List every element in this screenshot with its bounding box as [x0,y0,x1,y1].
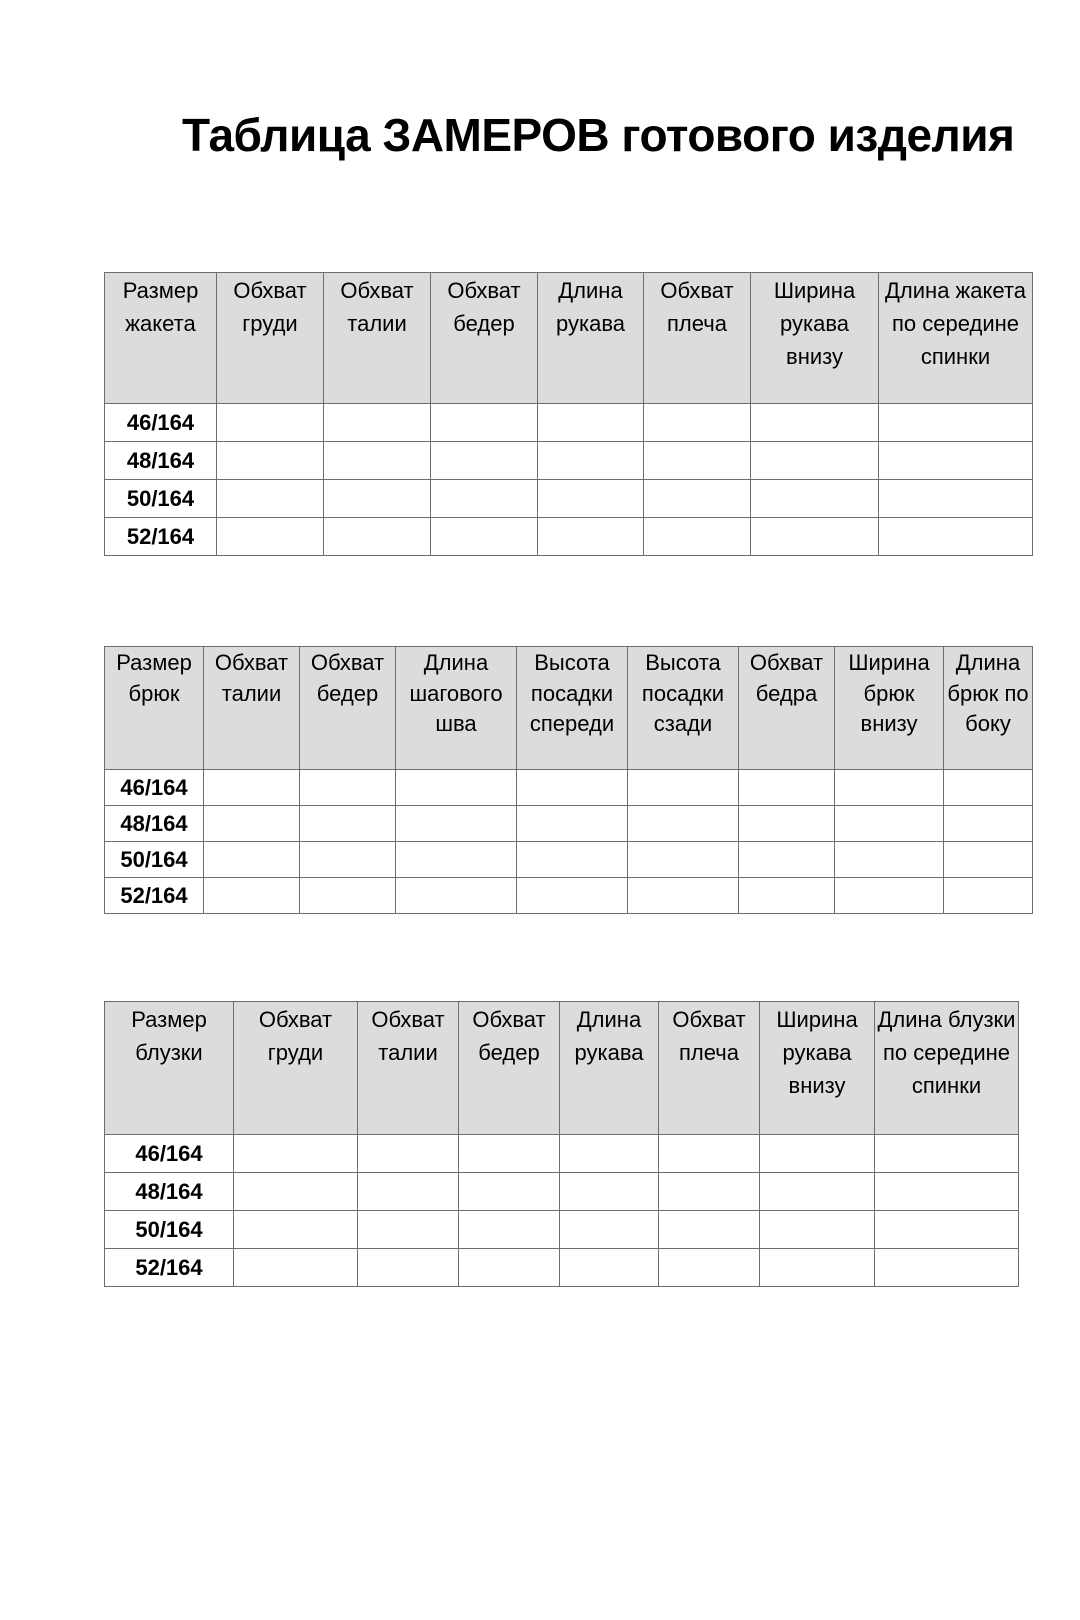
table-row [105,1211,1019,1249]
trousers-measurements-table [104,646,1033,914]
value-cell[interactable] [644,480,751,518]
value-cell[interactable] [459,1249,560,1287]
value-cell[interactable] [560,1135,659,1173]
value-cell[interactable] [538,404,644,442]
header-sleeve-width: Ширина рукава внизу [751,273,879,404]
value-cell[interactable] [234,1249,358,1287]
value-cell[interactable] [358,1211,459,1249]
header-sleeve-length: Длина рукава [538,273,644,404]
value-cell[interactable] [944,770,1033,806]
table-row [105,842,1033,878]
table-row [105,878,1033,914]
value-cell[interactable] [875,1173,1019,1211]
value-cell[interactable] [517,878,628,914]
value-cell[interactable] [560,1249,659,1287]
value-cell[interactable] [760,1135,875,1173]
value-cell[interactable] [835,770,944,806]
value-cell[interactable] [760,1249,875,1287]
value-cell[interactable] [431,518,538,556]
value-cell[interactable] [324,480,431,518]
header-shoulder: Обхват плеча [659,1002,760,1135]
table-row [105,806,1033,842]
table-header-row [105,273,1033,404]
header-waist: Обхват талии [358,1002,459,1135]
value-cell[interactable] [628,806,739,842]
header-thigh: Обхват бедра [739,647,835,770]
header-front-rise: Высота посадки спереди [517,647,628,770]
value-cell[interactable] [396,878,517,914]
value-cell[interactable] [560,1173,659,1211]
table-row [105,404,1033,442]
value-cell[interactable] [644,518,751,556]
document-title: Таблица ЗАМЕРОВ готового изделия [182,109,1015,161]
value-cell[interactable] [944,842,1033,878]
table-row [105,770,1033,806]
value-cell[interactable] [760,1211,875,1249]
value-cell[interactable] [459,1211,560,1249]
value-cell[interactable] [751,404,879,442]
blouse-measurements-table [104,1001,1019,1287]
size-label: 46/164 [105,770,204,806]
header-waist: Обхват талии [204,647,300,770]
value-cell[interactable] [751,480,879,518]
value-cell[interactable] [879,518,1033,556]
table-header-row [105,1002,1019,1135]
value-cell[interactable] [217,480,324,518]
value-cell[interactable] [644,404,751,442]
value-cell[interactable] [204,806,300,842]
value-cell[interactable] [431,404,538,442]
value-cell[interactable] [628,770,739,806]
value-cell[interactable] [396,842,517,878]
table-row [105,1135,1019,1173]
value-cell[interactable] [875,1211,1019,1249]
size-label: 48/164 [105,806,204,842]
value-cell[interactable] [217,518,324,556]
value-cell[interactable] [644,442,751,480]
value-cell[interactable] [358,1173,459,1211]
table-row [105,518,1033,556]
value-cell[interactable] [628,842,739,878]
value-cell[interactable] [835,806,944,842]
size-label: 50/164 [105,1211,234,1249]
size-label: 52/164 [105,878,204,914]
value-cell[interactable] [751,442,879,480]
value-cell[interactable] [396,806,517,842]
value-cell[interactable] [944,878,1033,914]
header-size: Размер блузки [105,1002,234,1135]
value-cell[interactable] [204,770,300,806]
value-cell[interactable] [538,480,644,518]
value-cell[interactable] [217,404,324,442]
size-label: 46/164 [105,404,217,442]
table-row [105,442,1033,480]
value-cell[interactable] [659,1135,760,1173]
value-cell[interactable] [628,878,739,914]
value-cell[interactable] [517,806,628,842]
header-inseam: Длина шагового шва [396,647,517,770]
header-back-length: Длина блузки по середине спинки [875,1002,1019,1135]
header-chest: Обхват груди [217,273,324,404]
table-header-row [105,647,1033,770]
value-cell[interactable] [875,1135,1019,1173]
value-cell[interactable] [739,878,835,914]
value-cell[interactable] [459,1135,560,1173]
value-cell[interactable] [358,1249,459,1287]
header-size: Размер жакета [105,273,217,404]
header-sleeve-width: Ширина рукава внизу [760,1002,875,1135]
size-label: 48/164 [105,442,217,480]
value-cell[interactable] [517,770,628,806]
table-row [105,1173,1019,1211]
value-cell[interactable] [324,518,431,556]
header-back-length: Длина жакета по середине спинки [879,273,1033,404]
value-cell[interactable] [538,518,644,556]
value-cell[interactable] [358,1135,459,1173]
value-cell[interactable] [217,442,324,480]
header-hips: Обхват бедер [431,273,538,404]
value-cell[interactable] [396,770,517,806]
value-cell[interactable] [538,442,644,480]
value-cell[interactable] [324,404,431,442]
value-cell[interactable] [234,1211,358,1249]
value-cell[interactable] [324,442,431,480]
value-cell[interactable] [659,1249,760,1287]
value-cell[interactable] [739,842,835,878]
jacket-measurements-table [104,272,1033,556]
header-back-rise: Высота посадки сзади [628,647,739,770]
value-cell[interactable] [300,770,396,806]
header-hem-width: Ширина брюк внизу [835,647,944,770]
value-cell[interactable] [234,1173,358,1211]
value-cell[interactable] [234,1135,358,1173]
header-hips: Обхват бедер [459,1002,560,1135]
value-cell[interactable] [760,1173,875,1211]
size-label: 52/164 [105,518,217,556]
header-chest: Обхват груди [234,1002,358,1135]
value-cell[interactable] [944,806,1033,842]
value-cell[interactable] [431,442,538,480]
value-cell[interactable] [300,842,396,878]
header-sleeve-length: Длина рукава [560,1002,659,1135]
value-cell[interactable] [560,1211,659,1249]
size-label: 50/164 [105,842,204,878]
header-size: Размер брюк [105,647,204,770]
value-cell[interactable] [659,1173,760,1211]
size-label: 52/164 [105,1249,234,1287]
value-cell[interactable] [300,806,396,842]
size-label: 50/164 [105,480,217,518]
header-waist: Обхват талии [324,273,431,404]
value-cell[interactable] [835,842,944,878]
size-label: 46/164 [105,1135,234,1173]
value-cell[interactable] [875,1249,1019,1287]
value-cell[interactable] [879,442,1033,480]
header-shoulder: Обхват плеча [644,273,751,404]
value-cell[interactable] [204,842,300,878]
header-hips: Обхват бедер [300,647,396,770]
value-cell[interactable] [879,404,1033,442]
value-cell[interactable] [517,842,628,878]
value-cell[interactable] [751,518,879,556]
value-cell[interactable] [739,770,835,806]
header-side-length: Длина брюк по боку [944,647,1033,770]
value-cell[interactable] [300,878,396,914]
table-row [105,480,1033,518]
value-cell[interactable] [204,878,300,914]
table-row [105,1249,1019,1287]
value-cell[interactable] [879,480,1033,518]
value-cell[interactable] [431,480,538,518]
value-cell[interactable] [739,806,835,842]
value-cell[interactable] [659,1211,760,1249]
value-cell[interactable] [459,1173,560,1211]
value-cell[interactable] [835,878,944,914]
size-label: 48/164 [105,1173,234,1211]
